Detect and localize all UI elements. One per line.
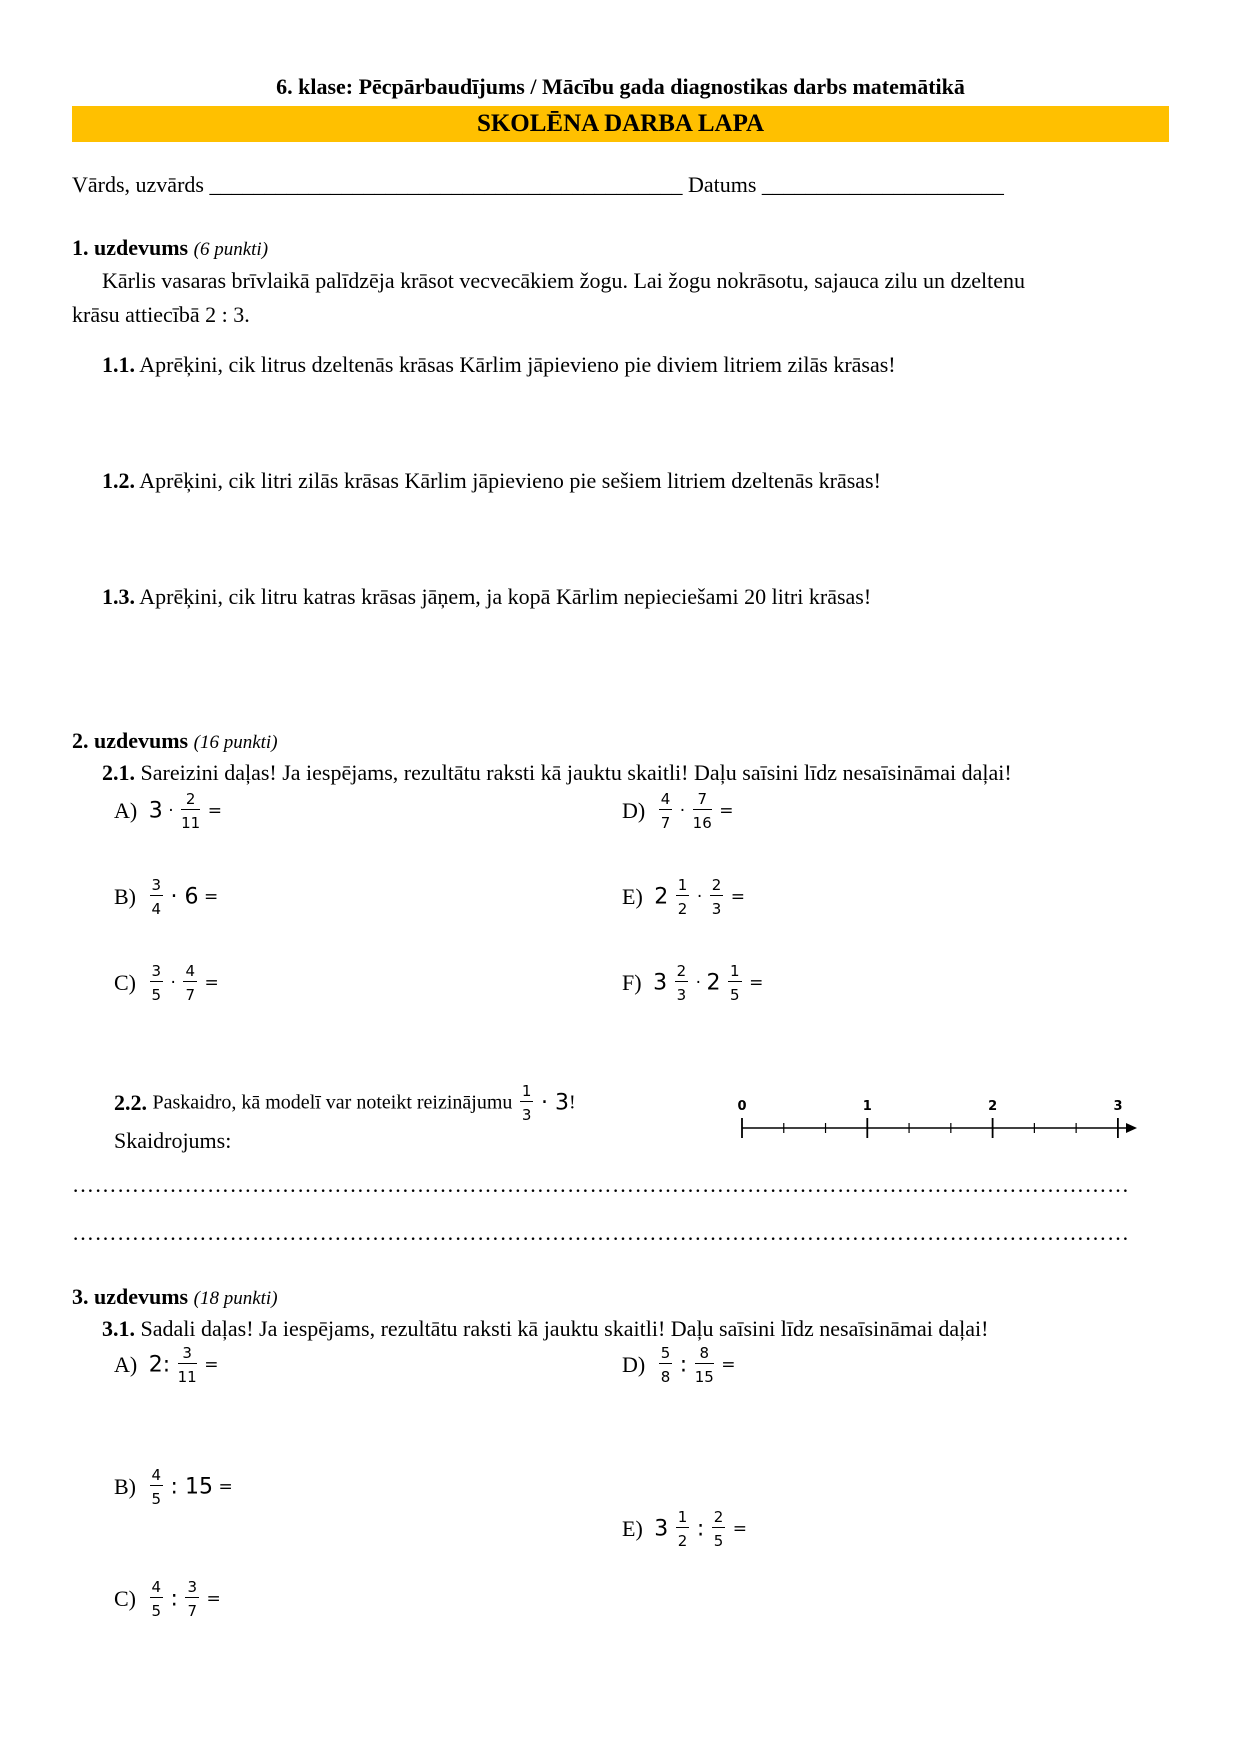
fraction: $\frac{4}{5}$	[151, 1466, 162, 1508]
task3-item-d: D) $\frac{5}{8}$ : $\frac{8}{15}$ =	[622, 1344, 736, 1386]
number-line-label-1: 1	[862, 1099, 872, 1114]
task2-sub1	[102, 760, 1012, 786]
task1-sub3	[102, 584, 871, 610]
task2-sub2-number: 2.2.	[114, 1090, 147, 1115]
student-info-line	[72, 172, 1004, 198]
task2-sub1-text: Sareizini daļas! Ja iespējams, rezultātu raksti kā jauktu skaitli! Daļu saīsini līdz nesaīsināmai daļai!	[140, 760, 1012, 785]
task3-item-c: C) $\frac{4}{5}$ : $\frac{3}{7}$ =	[114, 1578, 221, 1620]
task1-sub1-text: Aprēķini, cik litrus dzeltenās krāsas Kārlim jāpievieno pie diviem litriem zilās krāsas!	[139, 352, 896, 377]
task3-points: (18 punkti)	[193, 1288, 278, 1309]
task2-item-c: C) $\frac{3}{5}$ · $\frac{4}{7}$ =	[114, 962, 219, 1004]
fraction: $\frac{1}{3}$	[521, 1082, 532, 1124]
task1-number: 1. uzdevums	[72, 235, 189, 260]
date-label: Datums	[687, 172, 757, 197]
task3-item-a: A) 2: $\frac{3}{11}$ =	[114, 1344, 219, 1386]
fraction: $\frac{4}{5}$	[151, 1578, 162, 1620]
task1-sub3-number: 1.3.	[102, 584, 135, 609]
fraction: $\frac{5}{8}$	[660, 1344, 671, 1386]
task2-item-b: B) $\frac{3}{4}$ · 6 =	[114, 876, 219, 918]
fraction: $\frac{2}{11}$	[181, 790, 201, 832]
fraction: $\frac{1}{2}$	[677, 876, 688, 918]
task3-sub1	[102, 1316, 988, 1342]
fraction: $\frac{2}{3}$	[711, 876, 722, 918]
fraction: $\frac{2}{3}$	[676, 962, 687, 1004]
fraction: $\frac{1}{5}$	[730, 962, 740, 1004]
task2-sub2-text: Paskaidro, kā modelī var noteikt reizinājumu	[152, 1091, 513, 1114]
fraction: $\frac{3}{7}$	[187, 1578, 198, 1620]
task2-item-a: A) 3 · $\frac{2}{11}$ =	[114, 790, 222, 832]
task2-heading	[72, 728, 278, 754]
task1-sub1-number: 1.1.	[102, 352, 135, 377]
task1-points: (6 punkti)	[193, 239, 269, 260]
task2-item-d: D) $\frac{4}{7}$ · $\frac{7}{16}$ =	[622, 790, 734, 832]
task1-sub3-text: Aprēķini, cik litru katras krāsas jāņem, ja kopā Kārlim nepieciešami 20 litri krāsas!	[139, 584, 872, 609]
fraction: $\frac{7}{16}$	[692, 790, 712, 832]
number-line-label-2: 2	[988, 1099, 998, 1114]
fraction: $\frac{2}{5}$	[713, 1508, 724, 1550]
task1-text-line1: Kārlis vasaras brīvlaikā palīdzēja krāsot vecvecākiem žogu. Lai žogu nokrāsotu, sajauca zilu un dzeltenu	[102, 268, 1026, 293]
fraction: $\frac{3}{4}$	[151, 876, 162, 918]
answer-dotted-line-1[interactable]: ……………………………………………………………………………………………………………………………	[72, 1172, 1130, 1197]
task3-item-b: B) $\frac{4}{5}$ : 15 =	[114, 1466, 233, 1508]
task2-sub1-number: 2.1.	[102, 760, 135, 785]
fraction: $\frac{1}{2}$	[677, 1508, 688, 1550]
number-line-arrow-icon	[1126, 1123, 1137, 1133]
task3-heading	[72, 1284, 278, 1310]
fraction: $\frac{4}{7}$	[185, 962, 195, 1004]
task1-text-line2: krāsu attiecībā 2 : 3.	[72, 302, 250, 327]
task3-sub1-text: Sadali daļas! Ja iespējams, rezultātu raksti kā jauktu skaitli! Daļu saīsini līdz nesaīsināmai daļai!	[140, 1316, 989, 1341]
task2-points: (16 punkti)	[193, 732, 278, 753]
number-line-label-3: 3	[1113, 1099, 1123, 1114]
task1-sub2	[102, 468, 881, 494]
task2-item-e: E) 2 $\frac{1}{2}$ · $\frac{2}{3}$ =	[622, 876, 746, 918]
task3-number: 3. uzdevums	[72, 1284, 189, 1309]
task2-item-f: F) 3 $\frac{2}{3}$ · 2 $\frac{1}{5}$ =	[622, 962, 764, 1004]
task1-sub1	[102, 352, 896, 378]
task3-item-e: E) 3 $\frac{1}{2}$ : $\frac{2}{5}$ =	[622, 1508, 748, 1550]
task3-sub1-number: 3.1.	[102, 1316, 135, 1341]
answer-dotted-line-2[interactable]: ……………………………………………………………………………………………………………………………	[72, 1220, 1130, 1245]
name-blank[interactable]: ___________________________________________	[209, 172, 683, 197]
name-label: Vārds, uzvārds	[72, 172, 204, 197]
task2-sub2: 2.2. Paskaidro, kā modelī var noteikt reizinājumu $\frac{1}{3}$ · 3!	[114, 1082, 576, 1124]
date-blank[interactable]: ______________________	[761, 172, 1004, 197]
number-line-model	[737, 1098, 1140, 1148]
page-title: 6. klase: Pēcpārbaudījums / Mācību gada diagnostikas darbs matemātikā	[276, 74, 965, 99]
fraction: $\frac{4}{7}$	[660, 790, 671, 832]
number-line-label-0: 0	[737, 1099, 747, 1114]
task1-sub2-text: Aprēķini, cik litri zilās krāsas Kārlim jāpievieno pie sešiem litriem dzeltenās krāsas!	[139, 468, 881, 493]
task1-heading	[72, 235, 268, 261]
fraction: $\frac{3}{11}$	[177, 1344, 197, 1386]
task2-number: 2. uzdevums	[72, 728, 189, 753]
fraction: $\frac{8}{15}$	[694, 1344, 714, 1386]
explanation-label: Skaidrojums:	[114, 1128, 232, 1153]
worksheet-banner: SKOLĒNA DARBA LAPA	[72, 106, 1169, 142]
task1-sub2-number: 1.2.	[102, 468, 135, 493]
fraction: $\frac{3}{5}$	[151, 962, 162, 1004]
